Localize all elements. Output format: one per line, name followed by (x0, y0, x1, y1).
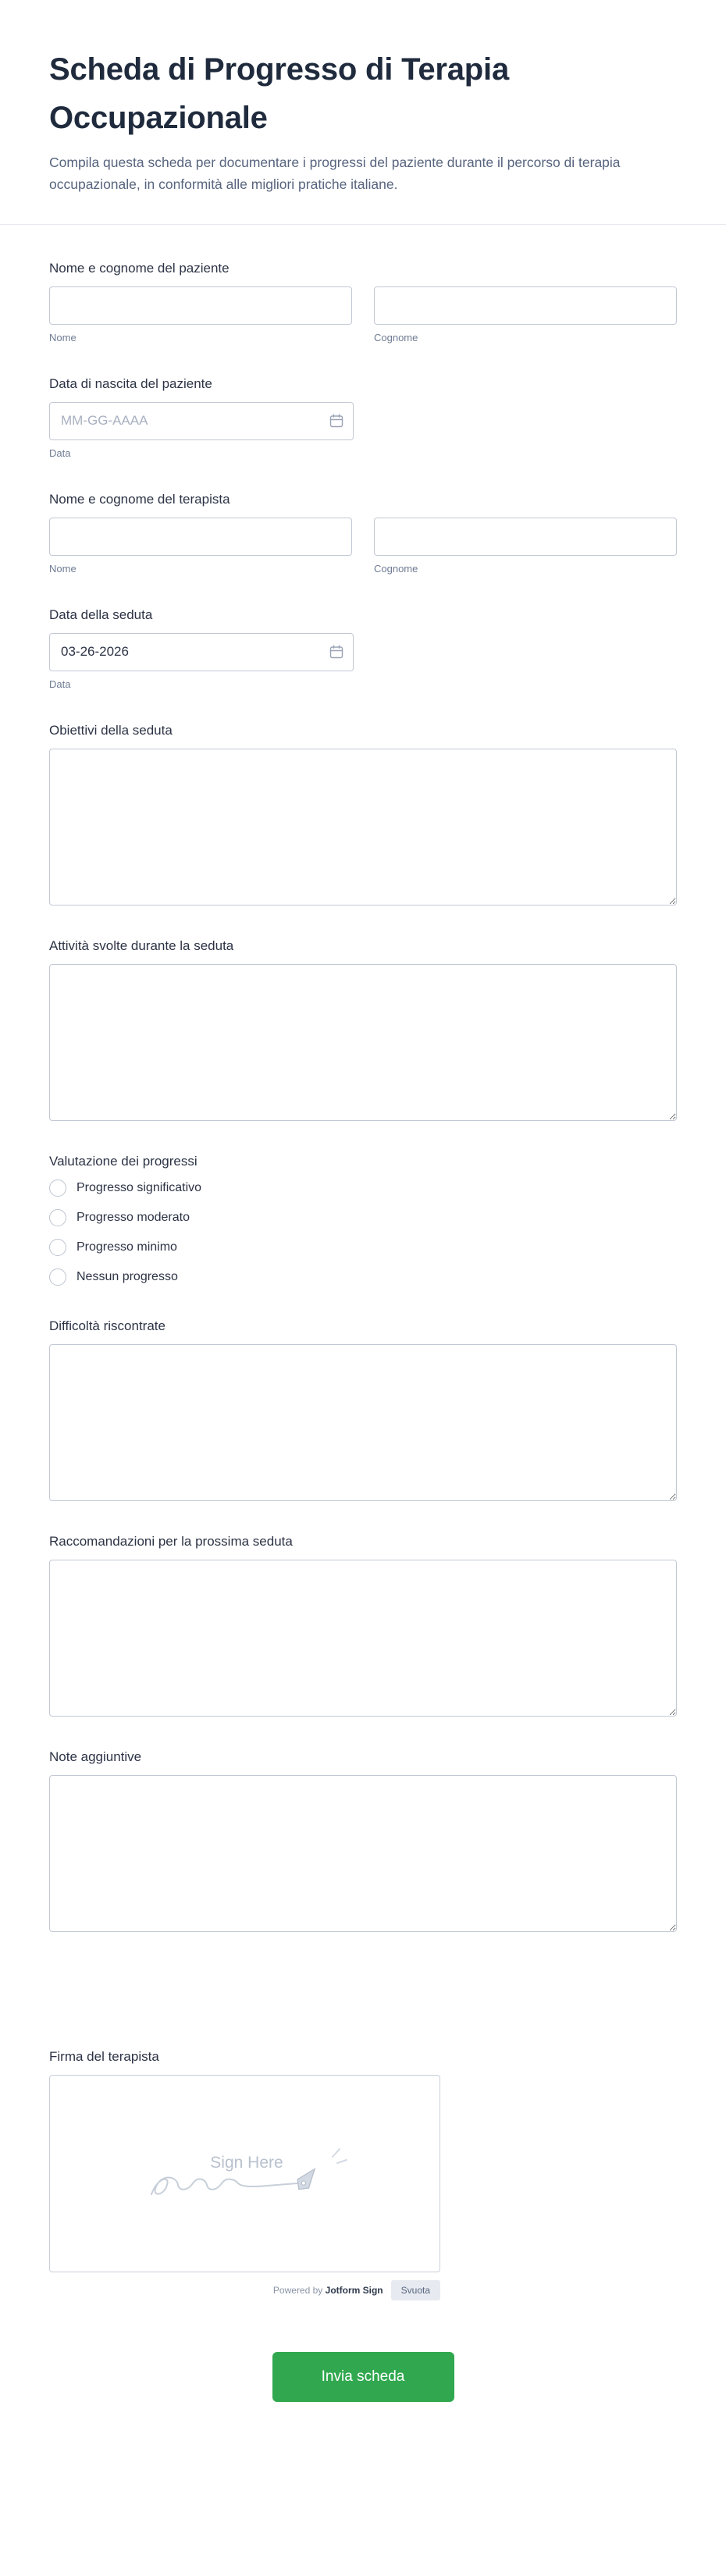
session-date-input[interactable] (49, 633, 354, 671)
patient-first-name-input[interactable] (49, 286, 352, 325)
therapist-first-name-col (49, 518, 352, 575)
signature-squiggle (128, 2130, 362, 2216)
form-header (0, 0, 726, 196)
session-activities-textarea[interactable] (49, 964, 677, 1121)
patient-name-row (49, 286, 677, 343)
radio-label-nessuno: Nessun progresso (77, 1269, 178, 1283)
calendar-icon[interactable] (329, 645, 343, 659)
recommendations-label: Raccomandazioni per la prossima seduta (49, 1533, 293, 1549)
signature-label: Firma del terapista (49, 2048, 159, 2064)
therapist-name-row (49, 518, 677, 575)
field-therapist-name (49, 492, 677, 575)
radio-label-minimo: Progresso minimo (77, 1240, 177, 1254)
field-session-objectives (49, 723, 677, 906)
sign-here-text: Sign Here (209, 2154, 283, 2172)
radio-label-significativo: Progresso significativo (77, 1180, 202, 1194)
signature-meta-row (49, 2280, 440, 2300)
field-difficulties (49, 1318, 677, 1501)
therapist-last-name-col (374, 518, 677, 575)
difficulties-label: Difficoltà riscontrate (49, 1318, 165, 1333)
therapist-last-name-sublabel: Cognome (374, 562, 418, 575)
radio-label-moderato: Progresso moderato (77, 1210, 190, 1224)
signature-clear-button[interactable]: Svuota (391, 2280, 440, 2300)
field-additional-notes (49, 1749, 677, 1932)
therapist-first-name-input[interactable] (49, 518, 352, 556)
difficulties-textarea[interactable] (49, 1344, 677, 1501)
powered-by-label: Powered by (272, 2284, 323, 2296)
radio-option-significativo[interactable] (49, 1179, 677, 1197)
therapist-name-label: Nome e cognome del terapista (49, 491, 230, 507)
patient-last-name-input[interactable] (374, 286, 677, 325)
patient-name-label: Nome e cognome del paziente (49, 260, 230, 276)
recommendations-textarea[interactable] (49, 1560, 677, 1717)
field-signature (49, 2049, 677, 2300)
field-session-activities (49, 938, 677, 1121)
birth-date-label: Data di nascita del paziente (49, 375, 212, 391)
field-progress-rating (49, 1154, 677, 1286)
signature-pad[interactable] (49, 2075, 440, 2272)
field-patient-name (49, 261, 677, 343)
powered-by-text (273, 2285, 383, 2296)
radio-option-nessuno[interactable] (49, 1268, 677, 1286)
field-session-date (49, 607, 677, 690)
form-title: Scheda di Progresso di Terapia Occupazionale (49, 52, 510, 135)
patient-last-name-col (374, 286, 677, 343)
field-recommendations (49, 1534, 677, 1717)
birth-date-input[interactable] (49, 402, 354, 440)
progress-rating-label: Valutazione dei progressi (49, 1153, 198, 1169)
radio-input-nessuno[interactable] (49, 1268, 66, 1286)
radio-input-minimo[interactable] (49, 1239, 66, 1256)
submit-button[interactable]: Invia scheda (272, 2352, 454, 2402)
submit-row (49, 2352, 677, 2428)
session-objectives-label: Obiettivi della seduta (49, 722, 173, 738)
field-birth-date (49, 376, 677, 459)
patient-first-name-col (49, 286, 352, 343)
session-date-label: Data della seduta (49, 607, 153, 622)
patient-first-name-sublabel: Nome (49, 331, 77, 343)
radio-option-minimo[interactable] (49, 1239, 677, 1256)
session-objectives-textarea[interactable] (49, 749, 677, 906)
session-date-sublabel: Data (49, 678, 71, 690)
form-subtitle: Compila questa scheda per documentare i progressi del paziente durante il percorso di terapia occupazionale, in conformità alle migliori pratiche italiane. (49, 155, 621, 193)
additional-notes-textarea[interactable] (49, 1775, 677, 1932)
therapist-first-name-sublabel: Nome (49, 562, 77, 575)
patient-last-name-sublabel: Cognome (374, 331, 418, 343)
additional-notes-label: Note aggiuntive (49, 1749, 142, 1764)
session-activities-label: Attività svolte durante la seduta (49, 938, 234, 953)
birth-date-sublabel: Data (49, 447, 71, 459)
radio-input-moderato[interactable] (49, 1209, 66, 1226)
calendar-icon[interactable] (329, 414, 343, 428)
progress-rating-group (49, 1179, 677, 1286)
session-date-wrap (49, 633, 354, 671)
jotform-sign-brand: Jotform Sign (325, 2284, 383, 2296)
therapist-last-name-input[interactable] (374, 518, 677, 556)
radio-option-moderato[interactable] (49, 1209, 677, 1226)
form-body (0, 225, 726, 2428)
birth-date-wrap (49, 402, 354, 440)
pen-icon (293, 2165, 320, 2194)
radio-input-significativo[interactable] (49, 1179, 66, 1197)
